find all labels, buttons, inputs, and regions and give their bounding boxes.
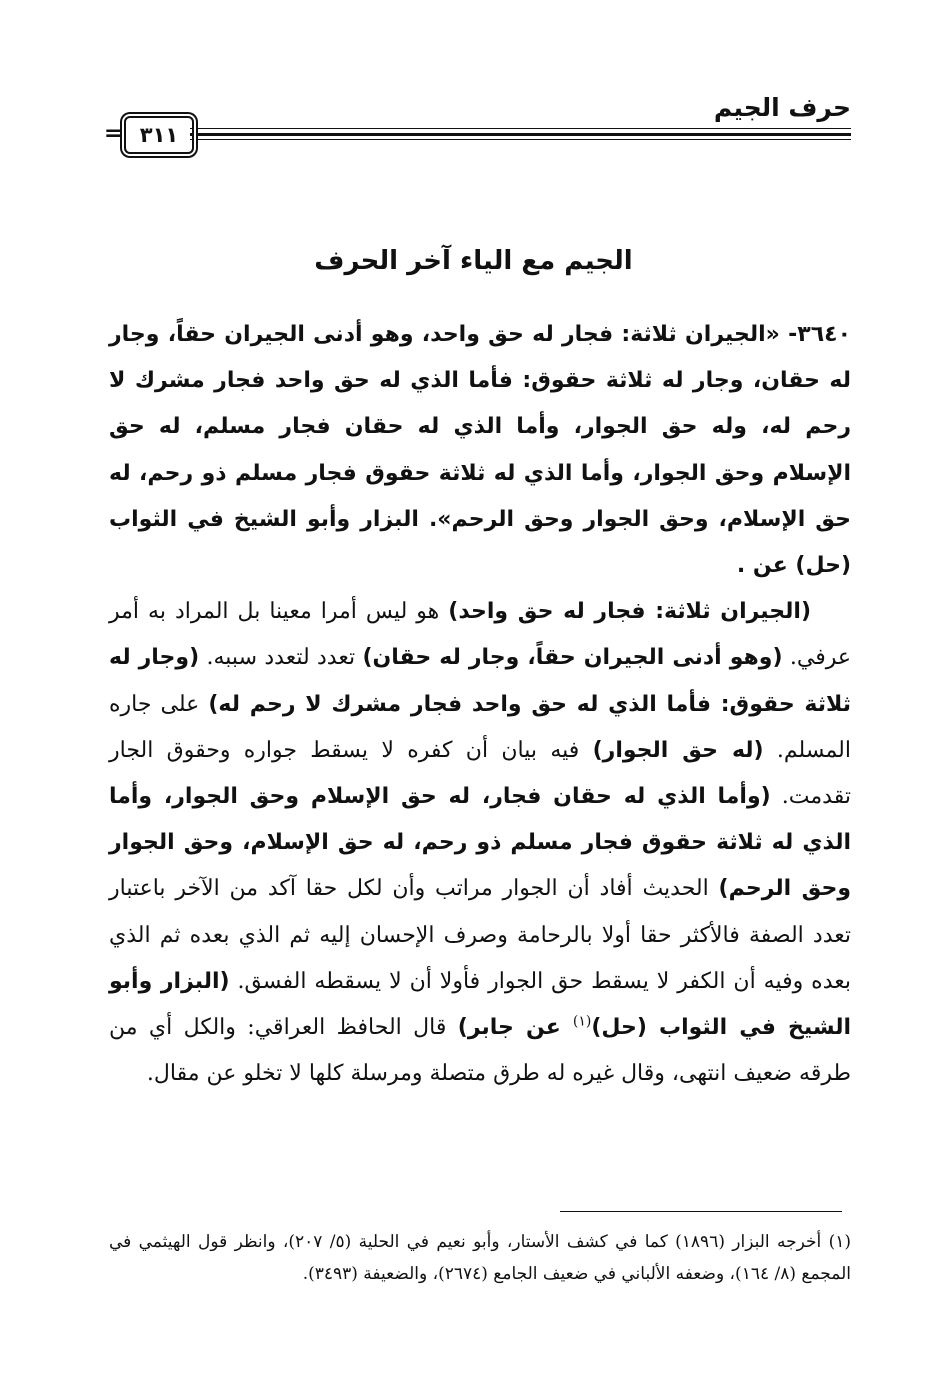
footnote-marker: (١) — [572, 1013, 592, 1030]
footnote-1: (١) أخرجه البزار (١٨٩٦) كما في كشف الأستار، وأبو نعيم في الحلية (٥/ ٢٠٧)، وانظر قول الهيثمي في المجمع (٨/ ١٦٤)، وضعفه الألباني في ضعيف الجامع (٢٦٧٤)، والضعيفة (٣٤٩٣). — [109, 1232, 851, 1284]
commentary-quoted-text: (له حق الجوار) — [592, 737, 764, 763]
main-text — [109, 312, 851, 1097]
commentary-text: فيه بيان أن كفره لا يسقط جواره وحقوق الجار تقدمت. — [109, 737, 851, 810]
page-number-ornament: = — [104, 121, 123, 146]
commentary-text: هو ليس أمرا معينا بل المراد به أمر عرفي. — [109, 599, 851, 671]
commentary-quoted-text: (البزار وأبو الشيخ في الثواب (حل) — [109, 968, 852, 1041]
footnotes — [109, 1226, 851, 1290]
commentary-quoted-text: (الجيران ثلاثة: فجار له حق واحد) — [448, 599, 811, 625]
commentary-text: تعدد لتعدد سببه. — [199, 645, 363, 671]
commentary-text: على جاره المسلم. — [109, 691, 851, 763]
section-heading: الجيم مع الياء آخر الحرف — [314, 246, 633, 276]
page-number: ٣١١ — [124, 116, 194, 154]
commentary-quoted-text: (وهو أدنى الجيران حقاً، وجار له حقان) — [362, 645, 783, 671]
commentary-text: الحديث أفاد أن الجوار مراتب وأن لكل حقا آكد من الآخر باعتبار تعدد الصفة فالأكثر حقا أولا بالرحامة وصرف الإحسان إليه ثم الذي بعده ثم الذي بعده وفيه أن الكفر لا يسقط حق الجوار فأولا أن لا يسقطه الفسق. — [109, 876, 851, 994]
commentary-quoted-text: عن جابر) — [457, 1015, 573, 1041]
commentary-paragraph — [109, 589, 851, 1097]
running-title: حرف الجيم — [713, 93, 851, 122]
hadith-paragraph: ٣٦٤٠- «الجيران ثلاثة: فجار له حق واحد، وهو أدنى الجيران حقاً، وجار له حقان، وجار له ثلاثة حقوق: فأما الذي له حق واحد فجار مشرك لا رحم له، وله حق الجوار، وأما الذي له حقان فجار مسلم، له حق الإسلام وحق الجوار، وأما الذي له ثلاثة حقوق فجار مسلم ذو رحم، له حق الإسلام، وحق الجوار وحق الرحم». البزار وأبو الشيخ في الثواب (حل) عن . — [109, 322, 851, 579]
footnote-separator — [560, 1211, 842, 1212]
header-rule — [190, 128, 851, 142]
commentary-quoted-text: (وأما الذي له حقان فجار، له حق الإسلام وحق الجوار، وأما الذي له ثلاثة حقوق فجار مسلم ذو رحم، له حق الإسلام، وحق الجوار وحق الرحم) — [109, 784, 851, 902]
commentary-text: قال الحافظ العراقي: والكل أي من طرقه ضعيف انتهى، وقال غيره له طرق متصلة ومرسلة كلها لا تخلو عن مقال. — [109, 1015, 851, 1087]
commentary-quoted-text: (وجار له ثلاثة حقوق: فأما الذي له حق واحد فجار مشرك لا رحم له) — [109, 645, 851, 717]
